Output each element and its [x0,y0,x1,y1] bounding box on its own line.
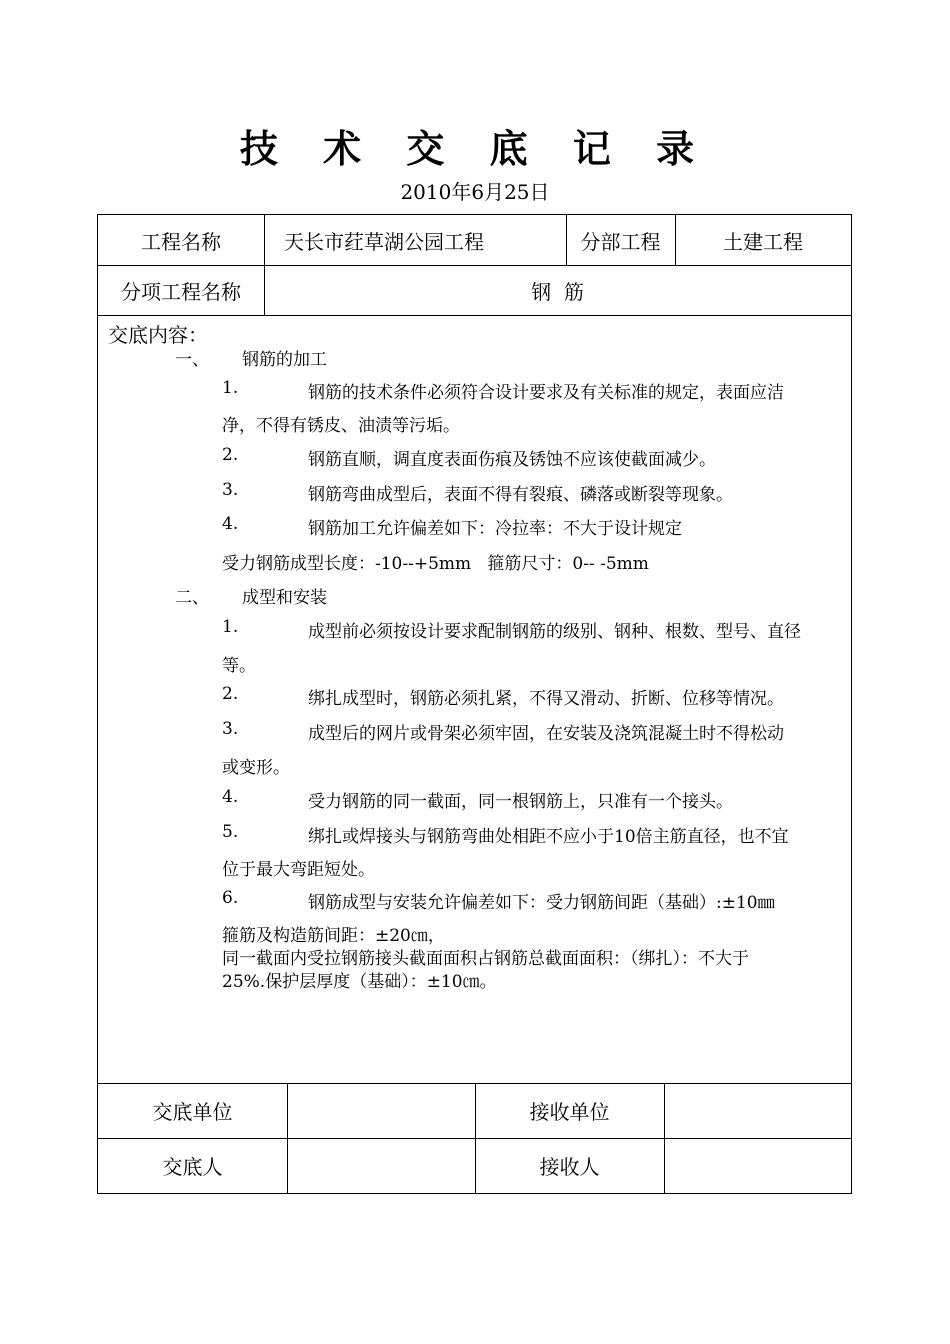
section-title: 钢筋的加工 [242,350,327,370]
receiver-person-label: 接收人 [539,1155,600,1179]
item-text: 绑扎或焊接头与钢筋弯曲处相距不应小于10倍主筋直径，也不宜 [308,827,789,847]
document-date: 2010年6月25日 [400,180,550,204]
item-text: 钢筋直顺，调直度表面伤痕及锈蚀不应该使截面减少。 [308,450,716,470]
item-text: 绑扎成型时，钢筋必须扎紧，不得又滑动、折断、位移等情况。 [308,689,784,709]
section-number: 二、 [175,588,209,608]
item-text: 钢筋的技术条件必须符合设计要求及有关标准的规定，表面应洁 [308,383,784,403]
subitem-value: 钢 筋 [531,279,584,304]
project-name-value: 天长市荭草湖公园工程 [284,229,484,254]
receiver-unit-label: 接收单位 [529,1100,610,1124]
division-label: 分部工程 [580,229,661,254]
item-number: 6. [222,888,239,908]
item-text: 成型前必须按设计要求配制钢筋的级别、钢种、根数、型号、直径 [308,622,801,642]
item-text: 受力钢筋的同一截面，同一根钢筋上，只准有一个接头。 [308,792,733,812]
item-text-continued: 位于最大弯距短处。 [222,860,375,880]
item-number: 3. [222,480,239,500]
item-number: 1. [222,617,239,637]
tolerance-line: 箍筋及构造筋间距：±20㎝， [222,926,445,946]
division-value: 土建工程 [723,229,803,254]
item-number: 4. [222,514,239,534]
item-number: 1. [222,378,239,398]
content-heading: 交底内容： [108,323,208,347]
document-title: 技 术 交 底 记 录 [239,127,711,171]
handover-unit-label: 交底单位 [152,1100,233,1124]
item-text-continued: 净，不得有锈皮、油渍等污垢。 [222,416,460,436]
tolerance-line: 同一截面内受拉钢筋接头截面面积占钢筋总截面面积：（绑扎）：不大于 [222,949,749,969]
section-title: 成型和安装 [242,588,327,608]
item-number: 5. [222,822,239,842]
record-table [97,214,852,1194]
section-number: 一、 [175,350,209,370]
item-text-continued: 或变形。 [222,758,290,778]
project-name-label: 工程名称 [141,229,221,254]
item-text: 钢筋加工允许偏差如下：冷拉率：不大于设计规定 [308,519,682,539]
handover-person-field[interactable] [287,1138,475,1193]
subitem-label: 分项工程名称 [121,279,241,304]
item-text-continued: 受力钢筋成型长度：-10--+5mm 箍筋尺寸：0-- -5mm [222,554,649,574]
item-number: 4. [222,787,239,807]
item-text: 钢筋弯曲成型后，表面不得有裂痕、磷落或断裂等现象。 [308,485,733,505]
handover-content [98,315,851,1083]
item-text: 钢筋成型与安装允许偏差如下：受力钢筋间距（基础）:±10㎜ [308,893,775,913]
handover-unit-field[interactable] [287,1083,475,1138]
item-number: 2. [222,684,239,704]
item-number: 3. [222,719,239,739]
handover-person-label: 交底人 [162,1155,223,1179]
tolerance-line: 25%.保护层厚度（基础）：±10㎝。 [222,972,497,992]
receiver-person-field[interactable] [664,1138,851,1193]
item-number: 2. [222,445,239,465]
item-text-continued: 等。 [222,656,256,676]
receiver-unit-field[interactable] [664,1083,851,1138]
item-text: 成型后的网片或骨架必须牢固，在安装及浇筑混凝土时不得松动 [308,724,784,744]
